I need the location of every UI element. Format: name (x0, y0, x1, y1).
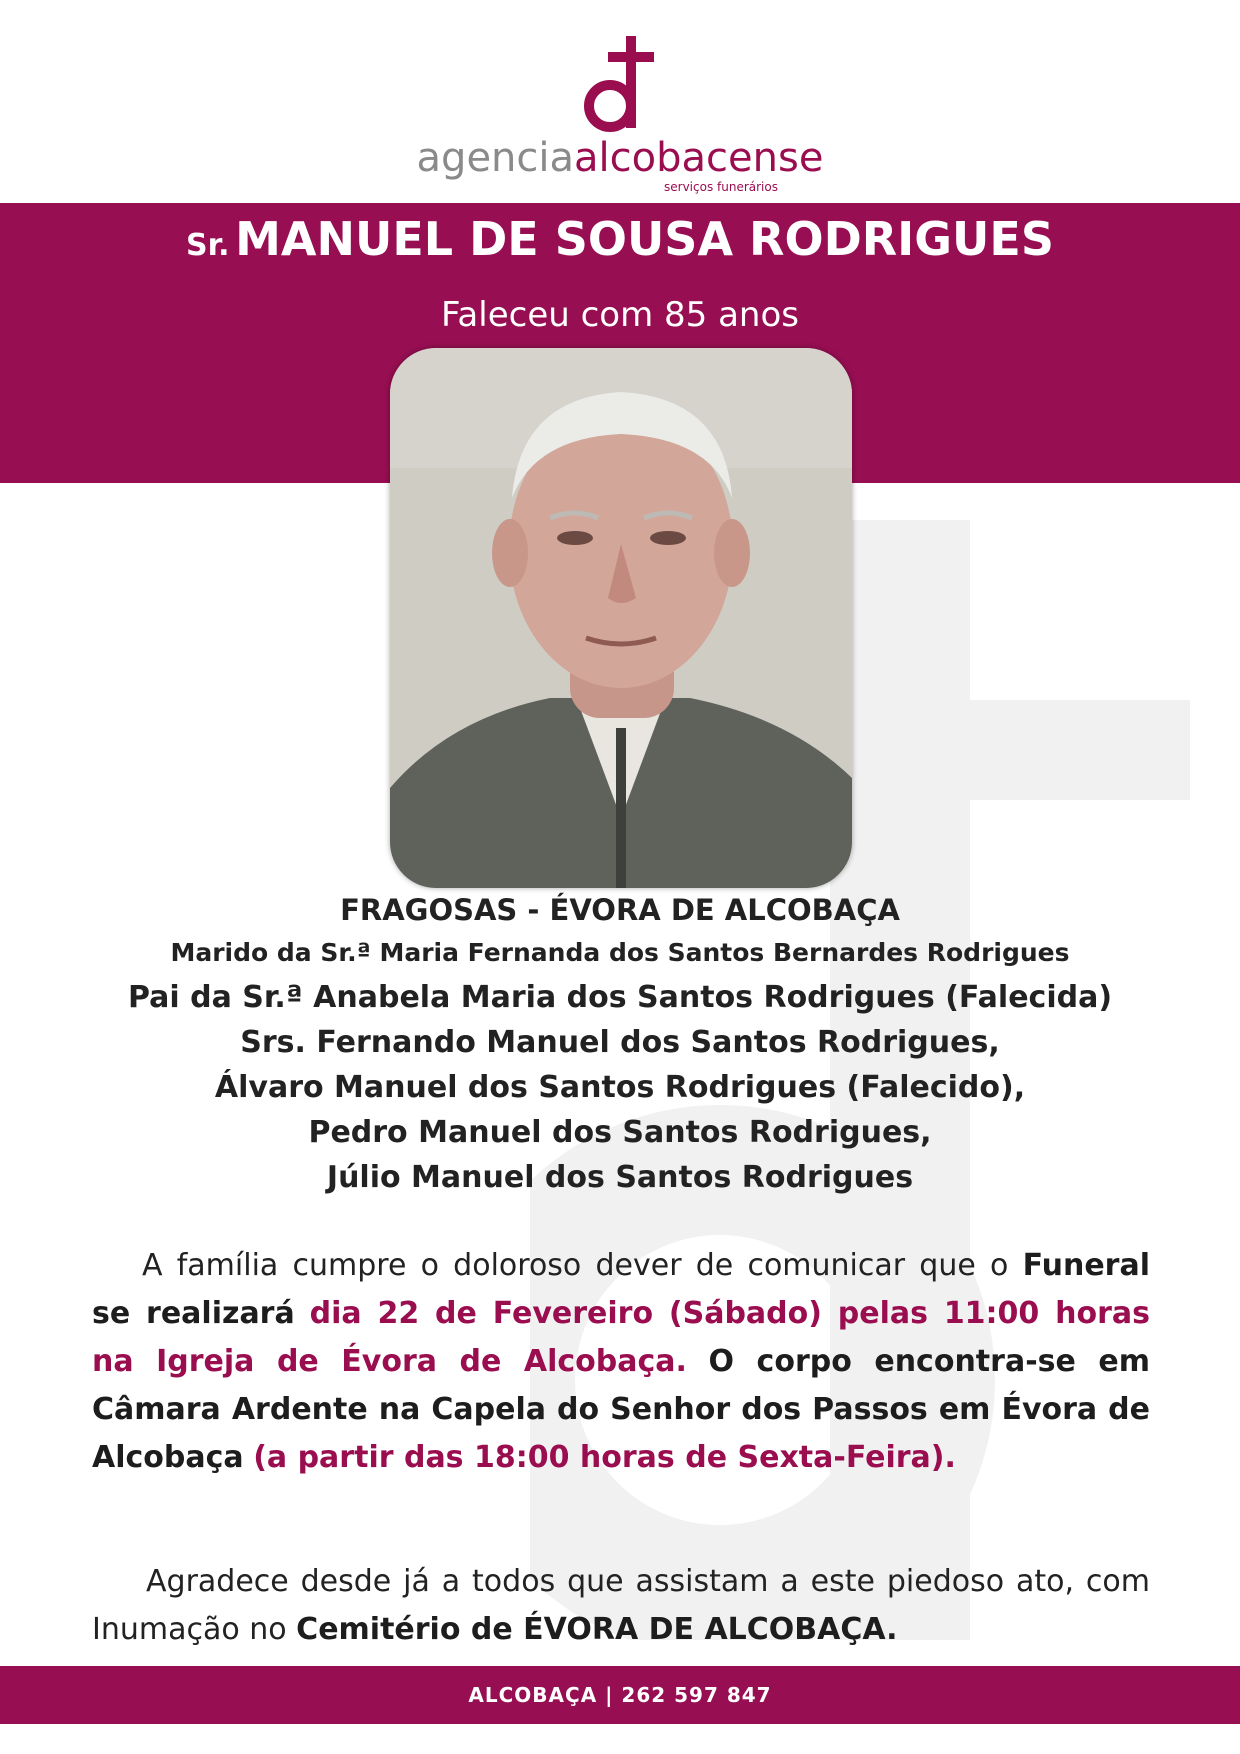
funeral-announcement (92, 1242, 1150, 1482)
agency-logo (400, 36, 840, 196)
relative-line: Srs. Fernando Manuel dos Santos Rodrigues, (240, 1025, 1000, 1060)
body-location: O corpo encontra-se em Câmara Ardente na Capela do Senhor dos Passos em Évora de Alcobaça (92, 1344, 1150, 1475)
burial-place: Cemitério de ÉVORA DE ALCOBAÇA. (296, 1612, 898, 1647)
name-text: MANUEL DE SOUSA RODRIGUES (235, 212, 1054, 266)
announcement-intro: A família cumpre o doloroso dever de comunicar que o (142, 1248, 1009, 1283)
body-viewing-time: (a partir das 18:00 horas de Sexta-Feira). (253, 1440, 956, 1475)
deceased-name (0, 212, 1240, 266)
relative-line: Pai da Sr.ª Anabela Maria dos Santos Rodrigues (Falecida) (127, 980, 1113, 1015)
portrait-photo (390, 348, 852, 888)
logo-text-light: agencia (416, 135, 575, 181)
logo-cross-d-icon (578, 36, 668, 136)
relative-line: Pedro Manuel dos Santos Rodrigues, (308, 1115, 932, 1150)
thanks-text: Agradece desde já a todos que assistam a este piedoso ato, (146, 1564, 1075, 1599)
burial-prefix: com Inumação no (92, 1564, 1150, 1647)
age-line: Faleceu com 85 anos (441, 295, 799, 335)
logo-wordmark (400, 136, 840, 180)
footer-contact: ALCOBAÇA | 262 597 847 (0, 1666, 1240, 1724)
spouse-line: Marido da Sr.ª Maria Fernanda dos Santos Bernardes Rodrigues (170, 938, 1070, 967)
name-prefix: Sr. (186, 228, 230, 263)
relative-line: Júlio Manuel dos Santos Rodrigues (326, 1160, 914, 1195)
funeral-label: Funeral se realizará (92, 1248, 1150, 1331)
logo-text-brand: alcobacense (574, 135, 824, 181)
funeral-date-place: dia 22 de Fevereiro (Sábado) pelas 11:00 horas na Igreja de Évora de Alcobaça. (92, 1296, 1150, 1379)
residence-place: FRAGOSAS - ÉVORA DE ALCOBAÇA (340, 893, 900, 927)
logo-subtitle: serviços funerários (664, 180, 778, 194)
closing-paragraph (92, 1558, 1150, 1654)
relative-line: Álvaro Manuel dos Santos Rodrigues (Falecido), (214, 1070, 1026, 1105)
